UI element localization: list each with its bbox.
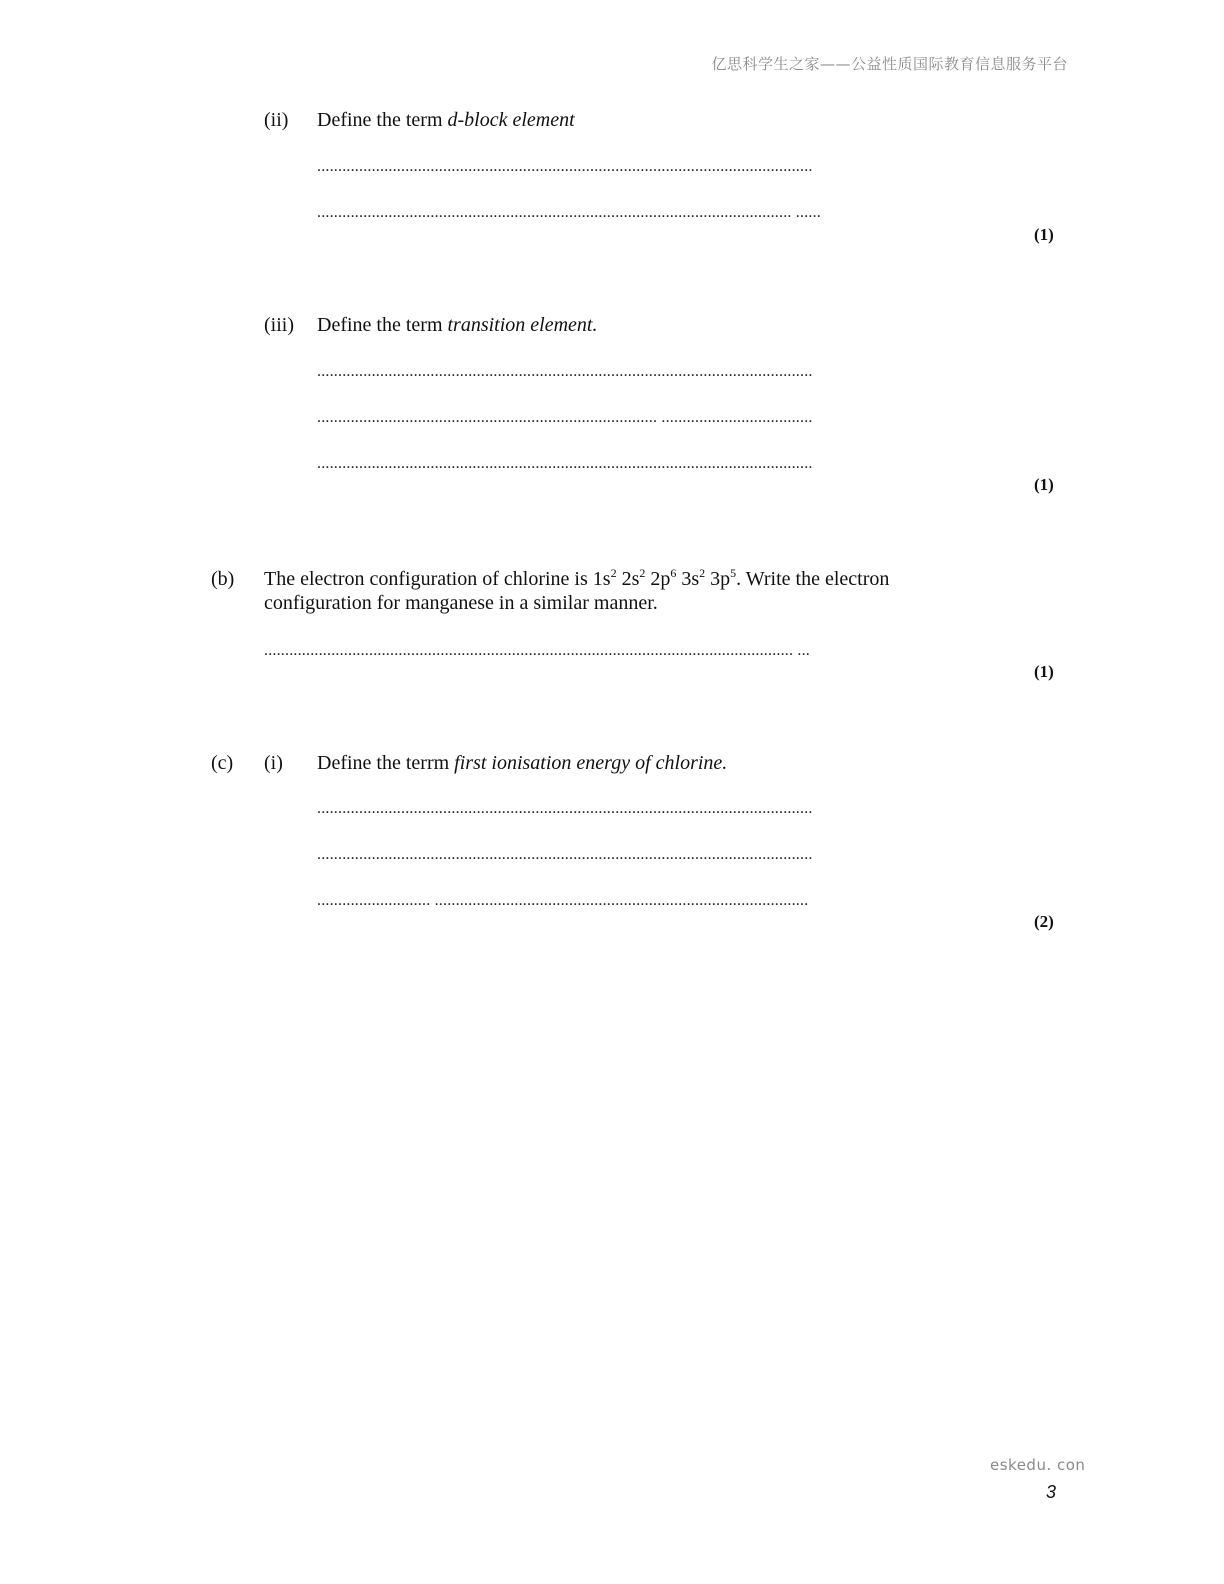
- question-text-line2: configuration for manganese in a similar manner.: [264, 592, 658, 614]
- question-term: d-block element: [447, 109, 575, 131]
- answer-line: ......................................................................................................................: [317, 158, 813, 175]
- answer-line: ......................................................................................................................: [317, 455, 813, 472]
- marks-label: (1): [1034, 225, 1054, 244]
- answer-line: ......................................................................................................................: [317, 846, 813, 863]
- question-text-segment: 2s: [616, 568, 640, 590]
- answer-line: ................................................................................................................. ......: [317, 204, 821, 221]
- superscript: 2: [699, 566, 706, 580]
- marks-label: (1): [1034, 475, 1054, 494]
- question-part-label: (c): [211, 752, 234, 774]
- superscript: 5: [730, 566, 737, 580]
- question-text-segment: The electron configuration of chlorine is 1s: [264, 568, 611, 590]
- answer-line: ........................... .........................................................................................: [317, 892, 809, 909]
- question-text: [317, 108, 575, 132]
- header-watermark: 亿思科学生之家——公益性质国际教育信息服务平台: [711, 55, 1068, 73]
- question-number: (iii): [264, 314, 294, 336]
- superscript: 2: [610, 566, 617, 580]
- question-text-segment: 3p: [705, 568, 731, 590]
- question-text-segment: 3s: [676, 568, 700, 590]
- answer-line: .............................................................................................................................. ...: [264, 642, 810, 659]
- question-number: (i): [264, 752, 283, 774]
- answer-line: ......................................................................................................................: [317, 363, 813, 380]
- question-term: transition element.: [447, 314, 598, 336]
- question-text: [264, 567, 889, 591]
- page-number: 3: [1046, 1482, 1057, 1502]
- question-prompt: Define the term: [317, 109, 448, 131]
- question-text-segment: 2p: [645, 568, 671, 590]
- answer-line: ......................................................................................................................: [317, 800, 813, 817]
- question-part-label: (b): [211, 568, 235, 590]
- marks-label: (2): [1034, 912, 1054, 931]
- marks-label: (1): [1034, 662, 1054, 681]
- answer-line: ................................................................................. ....................................: [317, 409, 813, 426]
- question-prompt: Define the terrm: [317, 752, 455, 774]
- question-text-segment: . Write the electron: [736, 568, 890, 590]
- question-number: (ii): [264, 109, 289, 131]
- question-prompt: Define the term: [317, 314, 448, 336]
- question-term: first ionisation energy of chlorine.: [454, 752, 728, 774]
- question-text: [317, 751, 727, 775]
- question-text: [317, 313, 597, 337]
- superscript: 6: [670, 566, 677, 580]
- superscript: 2: [639, 566, 646, 580]
- footer-watermark: eskedu. con: [990, 1456, 1086, 1474]
